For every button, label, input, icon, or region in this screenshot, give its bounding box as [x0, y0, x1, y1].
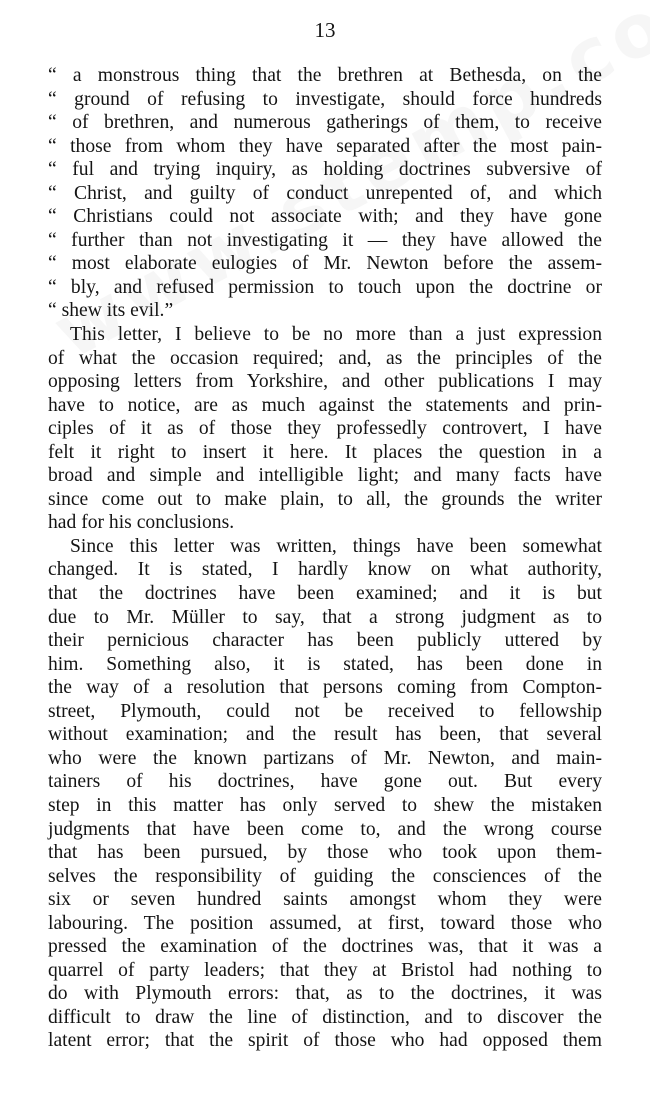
text-line: ciples of it as of those they professedly controvert, I have [48, 418, 602, 440]
page-number: 13 [314, 18, 336, 42]
text-line: since come out to make plain, to all, the grounds the writer [48, 488, 602, 510]
text-line: that the doctrines have been examined; and it is but [48, 583, 602, 605]
text-line: six or seven hundred saints amongst whom they were [48, 889, 602, 911]
text-line: have to notice, are as much against the statements and prin- [48, 394, 602, 416]
text-line: labouring. The position assumed, at first, toward those who [48, 912, 602, 934]
text-line: pressed the examination of the doctrines was, that it was a [48, 936, 602, 958]
text-line: step in this matter has only served to shew the mistaken [48, 794, 602, 816]
text-line: “ a monstrous thing that the brethren at Bethesda, on the [48, 65, 602, 86]
text-line: that has been pursued, by those who took upon them- [48, 842, 602, 864]
text-line: tainers of his doctrines, have gone out. But every [48, 771, 602, 793]
text-line: broad and simple and intelligible light; and many facts have [48, 465, 602, 487]
text-line: street, Plymouth, could not be received to fellowship [48, 700, 602, 722]
text-line: their pernicious character has been publicly uttered by [48, 630, 602, 652]
text-line: “ those from whom they have separated after the most pain- [48, 135, 602, 157]
text-line: the way of a resolution that persons coming from Compton- [48, 677, 602, 699]
text-line: him. Something also, it is stated, has been done in [48, 653, 602, 675]
text-line: “ shew its evil.” [48, 300, 174, 322]
text-line: This letter, I believe to be no more than a just expression [70, 324, 602, 346]
text-line: without examination; and the result has been, that several [48, 724, 602, 746]
text-line: quarrel of party leaders; that they at Bristol had nothing to [48, 959, 602, 981]
text-line: who were the known partizans of Mr. Newton, and main- [48, 747, 602, 769]
body-text [48, 64, 602, 1053]
text-line: difficult to draw the line of distinction, and to discover the [48, 1006, 602, 1028]
text-line: “ ground of refusing to investigate, should force hundreds [48, 88, 602, 110]
text-line: changed. It is stated, I hardly know on what authority, [48, 559, 602, 581]
text-line: selves the responsibility of guiding the consciences of the [48, 865, 602, 887]
text-line: “ Christ, and guilty of conduct unrepented of, and which [48, 182, 602, 204]
text-line: Since this letter was written, things have been somewhat [70, 535, 602, 557]
text-line: “ bly, and refused permission to touch upon the doctrine or [48, 276, 602, 298]
text-line: opposing letters from Yorkshire, and other publications I may [48, 371, 602, 393]
text-line: “ ful and trying inquiry, as holding doctrines subversive of [48, 159, 602, 181]
text-line: do with Plymouth errors: that, as to the doctrines, it was [48, 983, 602, 1005]
text-line: of what the occasion required; and, as the principles of the [48, 347, 602, 369]
text-line: “ Christians could not associate with; and they have gone [48, 206, 602, 228]
text-line: due to Mr. Müller to say, that a strong judgment as to [48, 606, 602, 628]
text-line: “ further than not investigating it — they have allowed the [48, 229, 602, 251]
text-line: had for his conclusions. [48, 512, 235, 534]
text-line: “ of brethren, and numerous gatherings of them, to receive [48, 112, 602, 134]
text-line: latent error; that the spirit of those who had opposed them [48, 1030, 602, 1052]
text-line: felt it right to insert it here. It places the question in a [48, 441, 602, 463]
text-line: “ most elaborate eulogies of Mr. Newton before the assem- [48, 253, 602, 275]
text-line: judgments that have been come to, and the wrong course [48, 818, 602, 840]
